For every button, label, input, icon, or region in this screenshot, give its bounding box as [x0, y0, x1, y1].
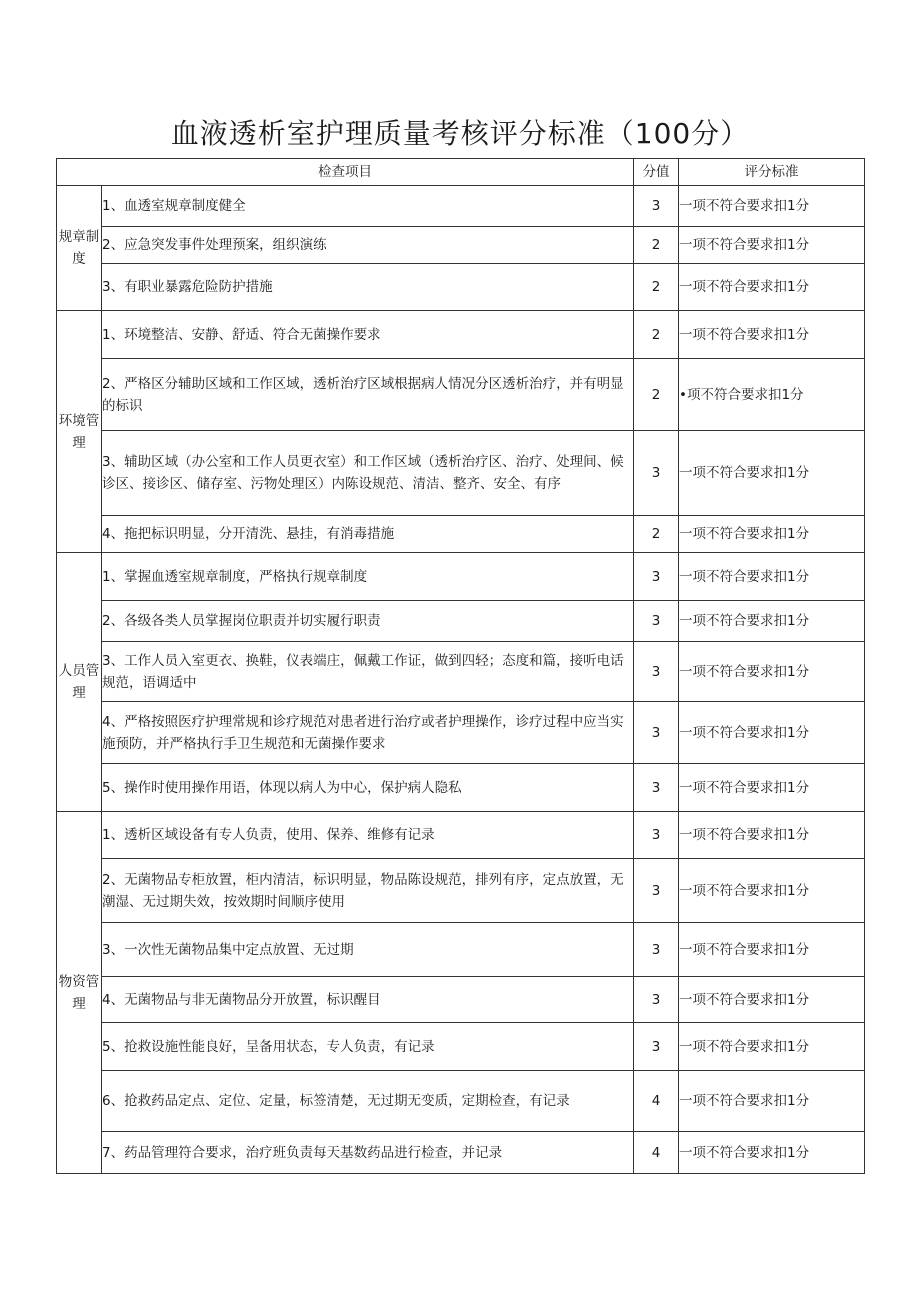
table-row — [57, 923, 865, 977]
item-text: 3、有职业暴露危险防护措施 — [102, 264, 634, 311]
item-score: 4 — [634, 1071, 679, 1132]
item-standard: 一项不符合要求扣1分 — [679, 311, 865, 359]
item-standard: 一项不符合要求扣1分 — [679, 702, 865, 764]
item-text: 1、环境整洁、安静、舒适、符合无菌操作要求 — [102, 311, 634, 359]
table-row — [57, 812, 865, 859]
item-standard: 一项不符合要求扣1分 — [679, 264, 865, 311]
table-row — [57, 431, 865, 516]
table-row — [57, 553, 865, 601]
item-standard: 一项不符合要求扣1分 — [679, 764, 865, 812]
table-row — [57, 642, 865, 702]
item-standard: 一项不符合要求扣1分 — [679, 1071, 865, 1132]
item-score: 3 — [634, 977, 679, 1023]
page-title: 血液透析室护理质量考核评分标准（100分） — [170, 117, 750, 150]
table-row — [57, 764, 865, 812]
item-text: 5、操作时使用操作用语，体现以病人为中心，保护病人隐私 — [102, 764, 634, 812]
table-row — [57, 186, 865, 227]
item-score: 3 — [634, 1023, 679, 1071]
header-standard: 评分标准 — [679, 159, 865, 186]
item-text: 4、拖把标识明显，分开清洗、悬挂，有消毒措施 — [102, 516, 634, 553]
item-standard: 一项不符合要求扣1分 — [679, 923, 865, 977]
item-standard: 一项不符合要求扣1分 — [679, 601, 865, 642]
item-score: 2 — [634, 311, 679, 359]
item-standard: 一项不符合要求扣1分 — [679, 186, 865, 227]
item-score: 3 — [634, 764, 679, 812]
item-text: 2、各级各类人员掌握岗位职责并切实履行职责 — [102, 601, 634, 642]
item-text: 3、工作人员入室更衣、换鞋，仪表端庄，佩戴工作证，做到四轻；态度和篇，接听电话规范，语调适中 — [102, 642, 634, 702]
item-standard: 一项不符合要求扣1分 — [679, 1132, 865, 1174]
item-text: 2、严格区分辅助区域和工作区域，透析治疗区域根据病人情况分区透析治疗，并有明显的标识 — [102, 359, 634, 431]
item-score: 3 — [634, 186, 679, 227]
item-score: 3 — [634, 859, 679, 923]
table-row — [57, 1023, 865, 1071]
table-row — [57, 1071, 865, 1132]
item-text: 3、一次性无菌物品集中定点放置、无过期 — [102, 923, 634, 977]
item-text: 3、辅助区域（办公室和工作人员更衣室）和工作区域（透析治疗区、治疗、处理间、候诊区、接诊区、储存室、污物处理区）内陈设规范、清洁、整齐、安全、有序 — [102, 431, 634, 516]
header-score: 分值 — [634, 159, 679, 186]
item-score: 2 — [634, 516, 679, 553]
item-standard: 一项不符合要求扣1分 — [679, 516, 865, 553]
category-regulations: 规章制度 — [57, 186, 102, 311]
item-text: 4、无菌物品与非无菌物品分开放置，标识醒目 — [102, 977, 634, 1023]
table-row — [57, 1132, 865, 1174]
item-score: 3 — [634, 601, 679, 642]
table-row — [57, 227, 865, 264]
item-text: 5、抢救设施性能良好，呈备用状态，专人负责，有记录 — [102, 1023, 634, 1071]
table-row — [57, 601, 865, 642]
item-standard: 一项不符合要求扣1分 — [679, 227, 865, 264]
item-score: 3 — [634, 431, 679, 516]
table-row — [57, 311, 865, 359]
table-row — [57, 702, 865, 764]
item-score: 3 — [634, 702, 679, 764]
item-standard: 一项不符合要求扣1分 — [679, 977, 865, 1023]
item-score: 2 — [634, 264, 679, 311]
item-text: 7、药品管理符合要求，治疗班负责每天基数药品进行检查，并记录 — [102, 1132, 634, 1174]
table-row — [57, 977, 865, 1023]
header-row — [57, 159, 865, 186]
item-standard: 一项不符合要求扣1分 — [679, 553, 865, 601]
item-standard: 一项不符合要求扣1分 — [679, 642, 865, 702]
table-row — [57, 264, 865, 311]
assessment-table — [56, 158, 865, 1174]
item-text: 2、应急突发事件处理预案，组织演练 — [102, 227, 634, 264]
item-standard: •项不符合要求扣1分 — [679, 359, 865, 431]
table-row — [57, 359, 865, 431]
item-score: 3 — [634, 642, 679, 702]
category-environment: 环境管理 — [57, 311, 102, 553]
item-standard: 一项不符合要求扣1分 — [679, 812, 865, 859]
item-standard: 一项不符合要求扣1分 — [679, 1023, 865, 1071]
header-item: 检查项目 — [57, 159, 634, 186]
item-text: 1、血透室规章制度健全 — [102, 186, 634, 227]
item-score: 3 — [634, 812, 679, 859]
item-standard: 一项不符合要求扣1分 — [679, 431, 865, 516]
table-row — [57, 859, 865, 923]
item-text: 6、抢救药品定点、定位、定量，标签清楚，无过期无变质，定期检查，有记录 — [102, 1071, 634, 1132]
item-score: 2 — [634, 359, 679, 431]
item-text: 2、无菌物品专柜放置，柜内清洁，标识明显，物品陈设规范，排列有序，定点放置，无潮湿、无过期失效，按效期时间顺序使用 — [102, 859, 634, 923]
item-text: 4、严格按照医疗护理常规和诊疗规范对患者进行治疗或者护理操作，诊疗过程中应当实施预防，并严格执行手卫生规范和无菌操作要求 — [102, 702, 634, 764]
table-row — [57, 516, 865, 553]
item-standard: 一项不符合要求扣1分 — [679, 859, 865, 923]
category-materials: 物资管理 — [57, 812, 102, 1174]
item-score: 4 — [634, 1132, 679, 1174]
item-text: 1、掌握血透室规章制度，严格执行规章制度 — [102, 553, 634, 601]
category-personnel: 人员管理 — [57, 553, 102, 812]
item-text: 1、透析区域设备有专人负责，使用、保养、维修有记录 — [102, 812, 634, 859]
item-score: 3 — [634, 553, 679, 601]
item-score: 2 — [634, 227, 679, 264]
item-score: 3 — [634, 923, 679, 977]
